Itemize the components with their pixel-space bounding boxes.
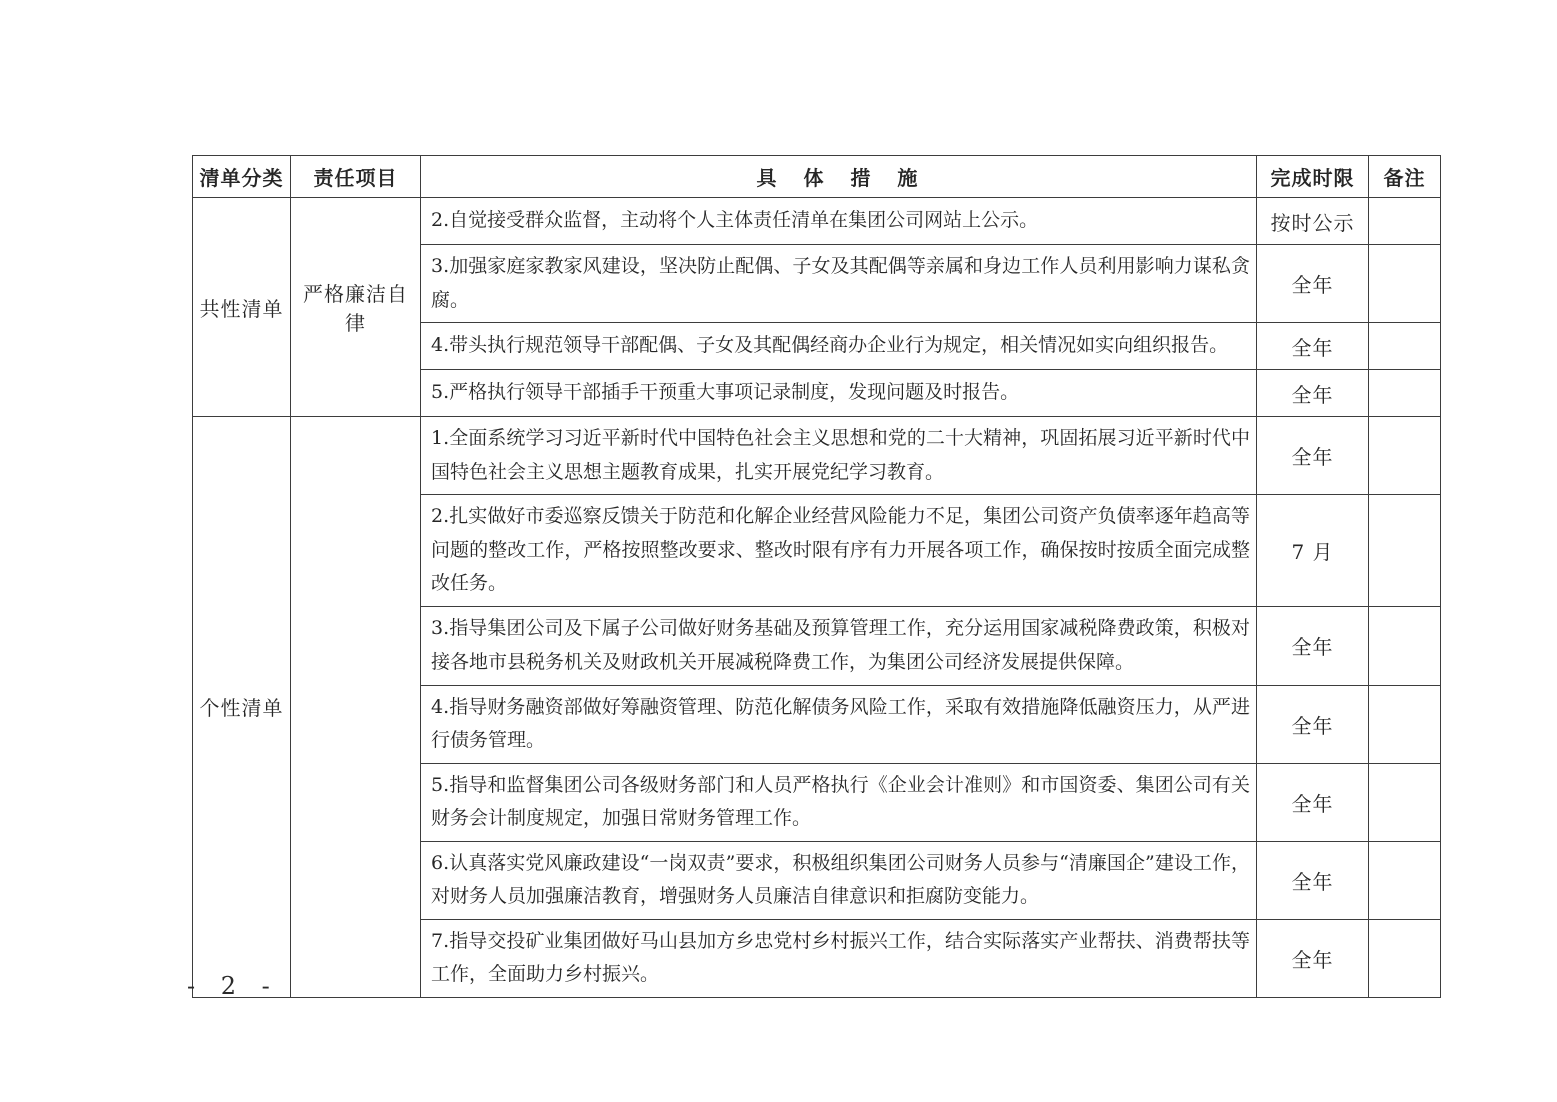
remark-cell: [1369, 841, 1441, 919]
table-header-row: [193, 156, 1441, 198]
measure-cell: 4.带头执行规范领导干部配偶、子女及其配偶经商办企业行为规定，相关情况如实向组织报告。: [421, 323, 1257, 370]
remark-cell: [1369, 198, 1441, 245]
measure-cell: 5.严格执行领导干部插手干预重大事项记录制度，发现问题及时报告。: [421, 370, 1257, 417]
deadline-cell: 全年: [1257, 417, 1369, 495]
remark-cell: [1369, 495, 1441, 607]
header-deadline: 完成时限: [1257, 156, 1369, 198]
table-row: [193, 417, 1441, 495]
table-row: [193, 198, 1441, 245]
deadline-cell: 全年: [1257, 763, 1369, 841]
measure-cell: 3.加强家庭家教家风建设，坚决防止配偶、子女及其配偶等亲属和身边工作人员利用影响力谋私贪腐。: [421, 245, 1257, 323]
deadline-cell: 全年: [1257, 370, 1369, 417]
deadline-cell: 全年: [1257, 841, 1369, 919]
header-category: 清单分类: [193, 156, 291, 198]
measure-cell: 6.认真落实党风廉政建设“一岗双责”要求，积极组织集团公司财务人员参与“清廉国企”建设工作，对财务人员加强廉洁教育，增强财务人员廉洁自律意识和拒腐防变能力。: [421, 841, 1257, 919]
page-number: - 2 -: [187, 972, 279, 1000]
measure-cell: 7.指导交投矿业集团做好马山县加方乡忠党村乡村振兴工作，结合实际落实产业帮扶、消费帮扶等工作，全面助力乡村振兴。: [421, 919, 1257, 997]
measure-cell: 2.自觉接受群众监督，主动将个人主体责任清单在集团公司网站上公示。: [421, 198, 1257, 245]
measure-cell: 5.指导和监督集团公司各级财务部门和人员严格执行《企业会计准则》和市国资委、集团公司有关财务会计制度规定，加强日常财务管理工作。: [421, 763, 1257, 841]
deadline-cell: 全年: [1257, 606, 1369, 685]
deadline-cell: 全年: [1257, 685, 1369, 763]
remark-cell: [1369, 606, 1441, 685]
category-cell-individual: 个性清单: [193, 417, 291, 998]
measure-cell: 1.全面系统学习习近平新时代中国特色社会主义思想和党的二十大精神，巩固拓展习近平新时代中国特色社会主义思想主题教育成果，扎实开展党纪学习教育。: [421, 417, 1257, 495]
header-remark: 备注: [1369, 156, 1441, 198]
header-item: 责任项目: [291, 156, 421, 198]
remark-cell: [1369, 323, 1441, 370]
measure-cell: 2.扎实做好市委巡察反馈关于防范和化解企业经营风险能力不足，集团公司资产负债率逐年趋高等问题的整改工作，严格按照整改要求、整改时限有序有力开展各项工作，确保按时按质全面完成整改任务。: [421, 495, 1257, 607]
remark-cell: [1369, 763, 1441, 841]
remark-cell: [1369, 685, 1441, 763]
deadline-cell: 全年: [1257, 919, 1369, 997]
item-cell-individual: [291, 417, 421, 998]
header-measure: 具 体 措 施: [421, 156, 1257, 198]
remark-cell: [1369, 919, 1441, 997]
responsibility-table: [192, 155, 1441, 998]
category-cell-common: 共性清单: [193, 198, 291, 417]
measure-cell: 3.指导集团公司及下属子公司做好财务基础及预算管理工作，充分运用国家减税降费政策，积极对接各地市县税务机关及财政机关开展减税降费工作，为集团公司经济发展提供保障。: [421, 606, 1257, 685]
remark-cell: [1369, 370, 1441, 417]
measure-cell: 4.指导财务融资部做好筹融资管理、防范化解债务风险工作，采取有效措施降低融资压力，从严进行债务管理。: [421, 685, 1257, 763]
deadline-cell: 7 月: [1257, 495, 1369, 607]
item-cell-common: 严格廉洁自律: [291, 198, 421, 417]
deadline-cell: 按时公示: [1257, 198, 1369, 245]
deadline-cell: 全年: [1257, 323, 1369, 370]
remark-cell: [1369, 245, 1441, 323]
deadline-cell: 全年: [1257, 245, 1369, 323]
remark-cell: [1369, 417, 1441, 495]
